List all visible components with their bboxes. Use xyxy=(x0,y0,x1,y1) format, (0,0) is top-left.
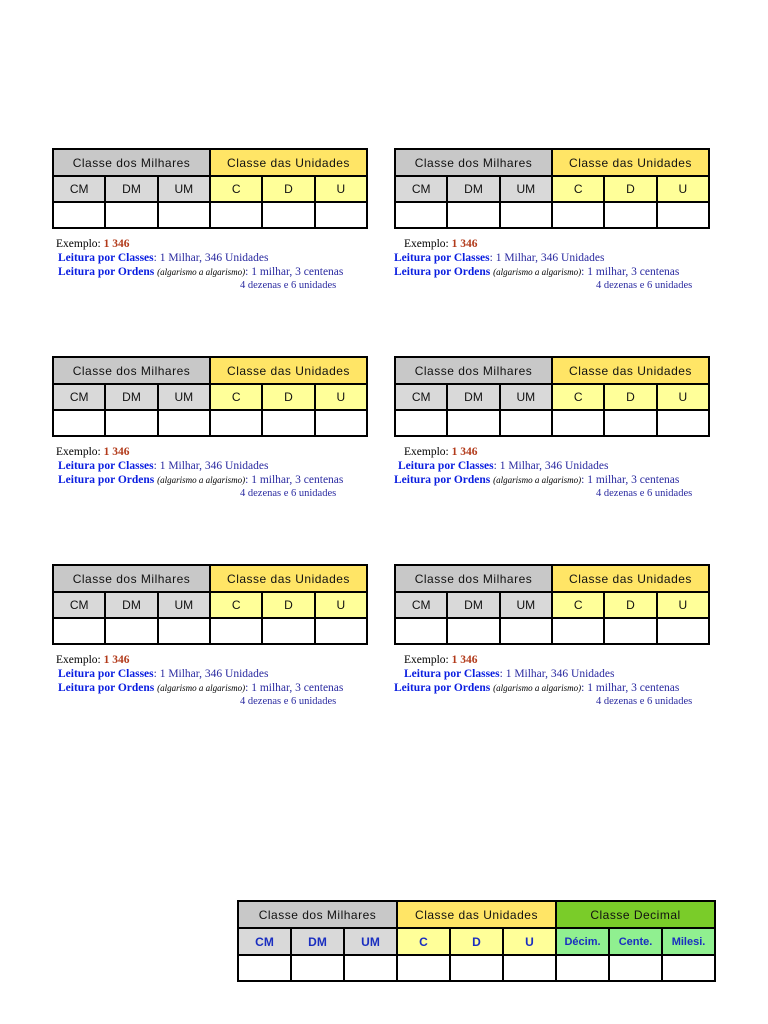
ordens-text: : 1 milhar, 3 centenas xyxy=(245,266,344,278)
order-d: D xyxy=(262,176,314,202)
header-unidades: Classe das Unidades xyxy=(210,149,367,176)
example-notes xyxy=(52,445,368,501)
input-cell-c[interactable] xyxy=(210,410,262,436)
header-unidades: Classe das Unidades xyxy=(552,565,709,592)
order-u: U xyxy=(315,384,367,410)
order-d: D xyxy=(262,384,314,410)
classes-label: Leitura por Classes xyxy=(58,668,154,680)
example-line xyxy=(394,653,710,667)
place-value-table xyxy=(394,564,710,645)
example-number: 1 346 xyxy=(451,238,478,250)
header-unidades: Classe das Unidades xyxy=(210,565,367,592)
order-dm: DM xyxy=(447,176,499,202)
order-c: C xyxy=(397,928,450,955)
input-cell-c[interactable] xyxy=(397,955,450,981)
input-cell-d[interactable] xyxy=(604,618,656,644)
order-decimos: Décim. xyxy=(556,928,609,955)
ordens-line xyxy=(394,473,710,487)
order-dm: DM xyxy=(105,384,157,410)
classes-label: Leitura por Classes xyxy=(394,252,490,264)
input-cell-u[interactable] xyxy=(503,955,556,981)
order-cm: CM xyxy=(53,384,105,410)
input-cell-cm[interactable] xyxy=(53,202,105,228)
input-cell-dm[interactable] xyxy=(447,202,499,228)
input-cell-um[interactable] xyxy=(500,410,552,436)
input-cell-c[interactable] xyxy=(210,618,262,644)
input-cell-d[interactable] xyxy=(450,955,503,981)
ordens-cont: 4 dezenas e 6 unidades xyxy=(596,696,693,707)
order-c: C xyxy=(552,384,604,410)
order-u: U xyxy=(503,928,556,955)
order-u: U xyxy=(657,176,709,202)
order-c: C xyxy=(210,176,262,202)
ordens-paren: (algarismo a algarismo) xyxy=(493,683,582,693)
classes-text: : 1 Milhar, 346 Unidades xyxy=(153,668,269,680)
order-d: D xyxy=(262,592,314,618)
example-line xyxy=(394,237,710,251)
input-cell-d[interactable] xyxy=(262,202,314,228)
header-unidades: Classe das Unidades xyxy=(552,357,709,384)
place-value-block-2 xyxy=(394,148,710,293)
order-dm: DM xyxy=(447,384,499,410)
ordens-label: Leitura por Ordens xyxy=(394,266,491,278)
place-value-decimal-block xyxy=(237,900,716,982)
classes-label: Leitura por Classes xyxy=(58,252,154,264)
ordens-line xyxy=(52,473,368,487)
header-milhares: Classe dos Milhares xyxy=(53,357,210,384)
example-notes xyxy=(52,653,368,709)
place-value-table xyxy=(52,564,368,645)
ordens-cont: 4 dezenas e 6 unidades xyxy=(240,280,337,291)
input-cell-d[interactable] xyxy=(262,618,314,644)
order-um: UM xyxy=(158,176,210,202)
order-cm: CM xyxy=(53,592,105,618)
input-cell-u[interactable] xyxy=(657,410,709,436)
order-d: D xyxy=(450,928,503,955)
classes-line xyxy=(394,459,710,473)
input-cell-cm[interactable] xyxy=(53,618,105,644)
classes-label: Leitura por Classes xyxy=(58,460,154,472)
ordens-cont: 4 dezenas e 6 unidades xyxy=(596,280,693,291)
order-cm: CM xyxy=(53,176,105,202)
order-dm: DM xyxy=(105,592,157,618)
ordens-cont: 4 dezenas e 6 unidades xyxy=(240,696,337,707)
order-um: UM xyxy=(158,592,210,618)
order-um: UM xyxy=(500,384,552,410)
header-unidades: Classe das Unidades xyxy=(397,901,556,928)
classes-label: Leitura por Classes xyxy=(404,668,500,680)
classes-text: : 1 Milhar, 346 Unidades xyxy=(493,460,609,472)
ordens-cont: 4 dezenas e 6 unidades xyxy=(240,488,337,499)
order-cm: CM xyxy=(395,176,447,202)
input-cell-dm[interactable] xyxy=(447,618,499,644)
input-cell-u[interactable] xyxy=(315,202,367,228)
ordens-text: : 1 milhar, 3 centenas xyxy=(245,682,344,694)
order-cm: CM xyxy=(238,928,291,955)
input-cell-d[interactable] xyxy=(604,202,656,228)
ordens-line xyxy=(52,265,368,279)
input-cell-cm[interactable] xyxy=(395,410,447,436)
input-cell-um[interactable] xyxy=(158,202,210,228)
order-u: U xyxy=(657,592,709,618)
input-cell-um[interactable] xyxy=(158,618,210,644)
input-cell-dm[interactable] xyxy=(447,410,499,436)
input-cell-centesimos[interactable] xyxy=(609,955,662,981)
order-um: UM xyxy=(500,592,552,618)
place-value-block-3 xyxy=(52,356,368,501)
example-label: Exemplo: xyxy=(404,238,452,250)
ordens-label: Leitura por Ordens xyxy=(394,682,491,694)
input-cell-dm[interactable] xyxy=(105,410,157,436)
order-d: D xyxy=(604,176,656,202)
order-dm: DM xyxy=(291,928,344,955)
example-line xyxy=(52,445,368,459)
ordens-label: Leitura por Ordens xyxy=(394,474,491,486)
input-cell-d[interactable] xyxy=(262,410,314,436)
classes-text: : 1 Milhar, 346 Unidades xyxy=(489,252,605,264)
input-cell-milesimos[interactable] xyxy=(662,955,715,981)
input-cell-c[interactable] xyxy=(552,410,604,436)
ordens-label: Leitura por Ordens xyxy=(58,682,155,694)
ordens-line xyxy=(394,265,710,279)
classes-text: : 1 Milhar, 346 Unidades xyxy=(153,460,269,472)
order-u: U xyxy=(657,384,709,410)
header-milhares: Classe dos Milhares xyxy=(53,149,210,176)
order-dm: DM xyxy=(447,592,499,618)
classes-line xyxy=(394,251,710,265)
input-cell-d[interactable] xyxy=(604,410,656,436)
example-number: 1 346 xyxy=(103,238,130,250)
ordens-paren: (algarismo a algarismo) xyxy=(157,475,246,485)
order-c: C xyxy=(210,592,262,618)
input-cell-cm[interactable] xyxy=(395,202,447,228)
example-line xyxy=(52,237,368,251)
order-milesimos: Milesi. xyxy=(662,928,715,955)
input-cell-um[interactable] xyxy=(500,618,552,644)
header-milhares: Classe dos Milhares xyxy=(395,357,552,384)
example-label: Exemplo: xyxy=(404,654,452,666)
place-value-table xyxy=(394,148,710,229)
place-value-block-6 xyxy=(394,564,710,709)
example-label: Exemplo: xyxy=(56,654,104,666)
ordens-line xyxy=(394,681,710,695)
input-cell-c[interactable] xyxy=(210,202,262,228)
input-cell-cm[interactable] xyxy=(238,955,291,981)
place-value-table xyxy=(394,356,710,437)
input-cell-um[interactable] xyxy=(344,955,397,981)
input-cell-cm[interactable] xyxy=(395,618,447,644)
ordens-paren: (algarismo a algarismo) xyxy=(493,475,582,485)
header-milhares: Classe dos Milhares xyxy=(395,565,552,592)
example-label: Exemplo: xyxy=(56,238,104,250)
input-cell-decimos[interactable] xyxy=(556,955,609,981)
order-cm: CM xyxy=(395,384,447,410)
order-d: D xyxy=(604,384,656,410)
ordens-text: : 1 milhar, 3 centenas xyxy=(581,682,680,694)
ordens-paren: (algarismo a algarismo) xyxy=(157,267,246,277)
example-line xyxy=(52,653,368,667)
example-notes xyxy=(394,445,710,501)
header-unidades: Classe das Unidades xyxy=(552,149,709,176)
input-cell-c[interactable] xyxy=(552,618,604,644)
order-um: UM xyxy=(500,176,552,202)
ordens-label: Leitura por Ordens xyxy=(58,474,155,486)
input-cell-u[interactable] xyxy=(315,618,367,644)
order-c: C xyxy=(552,176,604,202)
example-notes xyxy=(394,653,710,709)
classes-line xyxy=(394,667,710,681)
input-cell-um[interactable] xyxy=(500,202,552,228)
example-notes xyxy=(394,237,710,293)
classes-line xyxy=(52,459,368,473)
order-dm: DM xyxy=(105,176,157,202)
header-milhares: Classe dos Milhares xyxy=(238,901,397,928)
place-value-block-1 xyxy=(52,148,368,293)
ordens-text: : 1 milhar, 3 centenas xyxy=(581,266,680,278)
ordens-cont: 4 dezenas e 6 unidades xyxy=(596,488,693,499)
order-um: UM xyxy=(158,384,210,410)
input-cell-cm[interactable] xyxy=(53,410,105,436)
place-value-block-5 xyxy=(52,564,368,709)
order-c: C xyxy=(552,592,604,618)
input-cell-dm[interactable] xyxy=(105,202,157,228)
place-value-table xyxy=(52,356,368,437)
input-cell-dm[interactable] xyxy=(105,618,157,644)
example-label: Exemplo: xyxy=(56,446,104,458)
order-cm: CM xyxy=(395,592,447,618)
header-unidades: Classe das Unidades xyxy=(210,357,367,384)
order-c: C xyxy=(210,384,262,410)
ordens-text: : 1 milhar, 3 centenas xyxy=(581,474,680,486)
input-cell-dm[interactable] xyxy=(291,955,344,981)
example-line xyxy=(394,445,710,459)
ordens-paren: (algarismo a algarismo) xyxy=(493,267,582,277)
classes-text: : 1 Milhar, 346 Unidades xyxy=(499,668,615,680)
order-centesimos: Cente. xyxy=(609,928,662,955)
classes-line xyxy=(52,667,368,681)
classes-label: Leitura por Classes xyxy=(398,460,494,472)
input-cell-um[interactable] xyxy=(158,410,210,436)
ordens-paren: (algarismo a algarismo) xyxy=(157,683,246,693)
example-label: Exemplo: xyxy=(404,446,452,458)
classes-text: : 1 Milhar, 346 Unidades xyxy=(153,252,269,264)
input-cell-u[interactable] xyxy=(657,618,709,644)
place-value-decimal-table xyxy=(237,900,716,982)
order-u: U xyxy=(315,176,367,202)
place-value-table xyxy=(52,148,368,229)
classes-line xyxy=(52,251,368,265)
example-notes xyxy=(52,237,368,293)
example-number: 1 346 xyxy=(451,446,478,458)
example-number: 1 346 xyxy=(451,654,478,666)
example-number: 1 346 xyxy=(103,654,130,666)
place-value-block-4 xyxy=(394,356,710,501)
header-milhares: Classe dos Milhares xyxy=(395,149,552,176)
order-d: D xyxy=(604,592,656,618)
ordens-text: : 1 milhar, 3 centenas xyxy=(245,474,344,486)
header-decimal: Classe Decimal xyxy=(556,901,715,928)
example-number: 1 346 xyxy=(103,446,130,458)
header-milhares: Classe dos Milhares xyxy=(53,565,210,592)
input-cell-c[interactable] xyxy=(552,202,604,228)
input-cell-u[interactable] xyxy=(315,410,367,436)
ordens-label: Leitura por Ordens xyxy=(58,266,155,278)
order-u: U xyxy=(315,592,367,618)
order-um: UM xyxy=(344,928,397,955)
ordens-line xyxy=(52,681,368,695)
input-cell-u[interactable] xyxy=(657,202,709,228)
